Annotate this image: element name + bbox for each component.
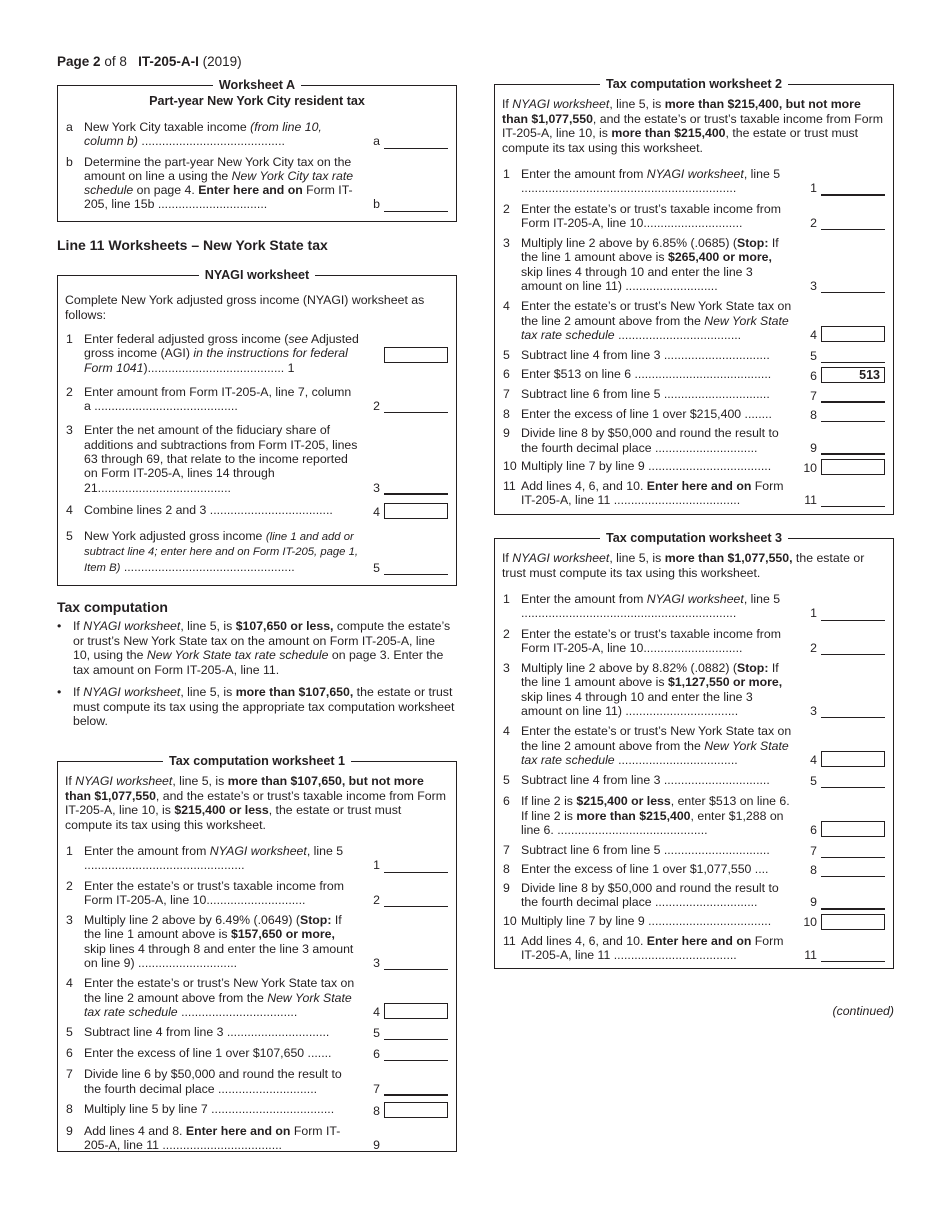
- entry-field[interactable]: [384, 347, 448, 363]
- line-number: 7: [503, 843, 510, 858]
- line-ref: 3: [373, 956, 380, 971]
- line-number: 1: [66, 332, 73, 346]
- tcw3-line-3: [495, 661, 893, 718]
- tcw3-line-10: [495, 914, 893, 930]
- line-ref: a: [373, 134, 380, 149]
- line-ref: 4: [810, 752, 817, 767]
- line-ref: 3: [810, 704, 817, 719]
- line-text: Enter the excess of line 1 over $1,077,550 ....: [521, 862, 769, 877]
- tax-computation-bullet-2: • If NYAGI worksheet, line 5, is more than $107,650, the estate or trust must compute its tax using the appropriate tax computation worksheet below.: [57, 685, 455, 728]
- line-text: Enter the estate’s or trust’s taxable income from Form IT-205-A, line 10.............................: [521, 201, 781, 230]
- page-header: [57, 54, 242, 69]
- line-text: Combine lines 2 and 3 ....................................: [84, 502, 333, 517]
- line-text: Multiply line 2 above by 8.82% (.0882) (Stop: If the line 1 amount above is $1,127,550 or more, skip lines 4 through 10 and enter the line 3 amount on line 11) .................................: [521, 661, 783, 719]
- line-ref: 4: [373, 504, 380, 519]
- line-number: 8: [503, 862, 510, 877]
- entry-field[interactable]: [384, 955, 448, 970]
- tcw2-line-8: [495, 407, 893, 422]
- line-text: Enter the amount from NYAGI worksheet, line 5 ...............................................................: [521, 167, 781, 196]
- line-ref: 1: [373, 858, 380, 873]
- tcw3-line-8: [495, 862, 893, 877]
- line-number: 3: [66, 423, 73, 438]
- line-ref: 3: [810, 279, 817, 294]
- line-number: 8: [66, 1101, 73, 1116]
- line-number: 3: [66, 913, 73, 928]
- nyagi-worksheet: [57, 268, 457, 586]
- line-text: Add lines 4, 6, and 10. Enter here and on Form IT-205-A, line 11 .....................................: [521, 478, 784, 508]
- line-ref: 2: [810, 640, 817, 655]
- entry-field[interactable]: [384, 560, 448, 575]
- worksheet-a-line-b: [58, 155, 456, 212]
- line-text: Enter the amount from NYAGI worksheet, line 5 ...............................................: [84, 844, 344, 873]
- entry-field[interactable]: [821, 640, 885, 655]
- tax-computation-bullet-1: • If NYAGI worksheet, line 5, is $107,650 or less, compute the estate’s or trust’s New York State tax on the amount on Form IT-205-A, line 10, using the New York State tax rate schedule on page 3. Enter the tax amount on Form IT-205-A, line 11.: [57, 619, 451, 677]
- line-text: Enter the estate’s or trust’s New York State tax on the line 2 amount above from the New York State tax rate schedule ....................................: [521, 299, 792, 342]
- line-number: 5: [503, 773, 510, 788]
- line-ref: 1: [810, 181, 817, 196]
- line-ref: 7: [810, 388, 817, 403]
- line-text: Enter the net amount of the fiduciary share of additions and subtractions from Form IT-205, lines 63 through 69, that relate to the income reported on Form IT-205-A, lines 14 through 21.......................................: [84, 423, 358, 495]
- line-number: 7: [66, 1067, 73, 1082]
- entry-field[interactable]: [821, 606, 885, 621]
- tcw3-line-11: [495, 934, 893, 963]
- tcw1-line-9: [58, 1124, 456, 1153]
- entry-field[interactable]: [384, 1046, 448, 1061]
- tcw2-line-2: [495, 202, 893, 231]
- entry-field[interactable]: [384, 1080, 448, 1096]
- tcw1-line-1: [58, 844, 456, 873]
- line-ref: 11: [804, 493, 817, 508]
- tax-computation-worksheet-2: [494, 77, 894, 515]
- line-ref: 2: [373, 892, 380, 907]
- line-text: Enter the excess of line 1 over $107,650 .......: [84, 1046, 332, 1061]
- line-number: 10: [503, 913, 517, 928]
- entry-field[interactable]: [821, 387, 885, 403]
- line-text: Enter federal adjusted gross income (see Adjusted gross income (AGI) in the instructions for federal Form 1041)........................................ 1: [84, 332, 359, 375]
- line-number: 5: [66, 528, 73, 543]
- line-text: New York City taxable income (from line 10, column b) ..........................................: [84, 120, 322, 149]
- line-text: Enter the estate’s or trust’s taxable income from Form IT-205-A, line 10.............................: [84, 878, 344, 907]
- line-ref: 7: [373, 1081, 380, 1096]
- line-text: If line 2 is $215,400 or less, enter $513 on line 6. If line 2 is more than $215,400, enter $1,288 on line 6. ............................................: [521, 794, 790, 837]
- entry-field[interactable]: [384, 197, 448, 212]
- line-number: 5: [66, 1025, 73, 1040]
- line-number: 3: [503, 661, 510, 676]
- section-heading: Line 11 Worksheets – New York State tax: [57, 237, 328, 253]
- line-number: 8: [503, 407, 510, 422]
- line-number: 2: [503, 201, 510, 216]
- line-ref: 2: [810, 215, 817, 230]
- line-text: Enter amount from Form IT-205-A, line 7, column a ..........................................: [84, 384, 352, 414]
- line-text: Multiply line 7 by line 9 ....................................: [521, 458, 772, 473]
- entry-field[interactable]: [384, 1003, 448, 1019]
- continued-note: (continued): [832, 1004, 894, 1018]
- entry-field[interactable]: [384, 1137, 448, 1152]
- entry-field[interactable]: [821, 843, 885, 858]
- line-ref: 7: [810, 843, 817, 858]
- entry-field[interactable]: [821, 947, 885, 962]
- entry-field[interactable]: [821, 703, 885, 718]
- line-number: 11: [503, 478, 516, 493]
- tcw1-line-3: [58, 913, 456, 970]
- line-ref: 3: [373, 480, 380, 495]
- line-number: 6: [503, 367, 510, 382]
- entry-field[interactable]: [821, 773, 885, 788]
- entry-field[interactable]: [384, 858, 448, 873]
- line-ref: 6: [810, 822, 817, 837]
- tcw3-intro: If NYAGI worksheet, line 5, is more than $1,077,550, the estate or trust must compute its tax using this worksheet.: [502, 551, 865, 580]
- worksheet-a-subtitle: Part-year New York City resident tax: [149, 94, 365, 108]
- entry-field[interactable]: [821, 439, 885, 455]
- entry-field[interactable]: [384, 134, 448, 149]
- entry-field[interactable]: [821, 492, 885, 507]
- line-number: 11: [503, 933, 516, 948]
- line-text: Divide line 6 by $50,000 and round the result to the fourth decimal place .............................: [84, 1067, 342, 1096]
- line-ref: 6: [373, 1046, 380, 1061]
- entry-field[interactable]: [821, 751, 885, 767]
- tcw2-title: Tax computation worksheet 2: [600, 77, 788, 91]
- page-label: Page: [57, 54, 90, 69]
- nyagi-title: NYAGI worksheet: [199, 268, 316, 282]
- tcw3-line-4: [495, 724, 893, 767]
- line-text: Multiply line 7 by line 9 ....................................: [521, 913, 772, 928]
- line-number: 4: [66, 976, 73, 991]
- line-ref: 10: [803, 915, 817, 930]
- line-text: Subtract line 4 from line 3 ...............................: [521, 773, 770, 788]
- tcw2-intro: If NYAGI worksheet, line 5, is more than $215,400, but not more than $1,077,550, and the estate’s or trust’s taxable income from Form IT-205-A, line 10, is more than $215,400, the estate or trust must compute its tax using this worksheet.: [502, 97, 883, 155]
- line-6-value[interactable]: 513: [821, 367, 885, 383]
- line-number: 6: [503, 794, 510, 809]
- line-ref: 2: [373, 399, 380, 414]
- nyagi-line-4: [58, 503, 456, 519]
- line-text: Enter the estate’s or trust’s New York State tax on the line 2 amount above from the New York State tax rate schedule ...................................: [521, 724, 792, 767]
- entry-field[interactable]: [384, 892, 448, 907]
- entry-field[interactable]: [384, 479, 448, 495]
- line-number: 6: [66, 1046, 73, 1061]
- tax-computation-worksheet-1: [57, 754, 457, 1153]
- line-text: Enter the amount from NYAGI worksheet, line 5 ...............................................................: [521, 592, 781, 621]
- tcw1-line-7: [58, 1067, 456, 1096]
- nyagi-intro: Complete New York adjusted gross income (NYAGI) worksheet as follows:: [65, 293, 425, 322]
- line-ref: 9: [810, 440, 817, 455]
- line-ref: 9: [810, 895, 817, 910]
- entry-field[interactable]: [821, 326, 885, 342]
- line-ref: 5: [373, 560, 380, 575]
- entry-field[interactable]: [384, 503, 448, 519]
- entry-field[interactable]: [821, 348, 885, 363]
- tax-computation-heading: Tax computation: [57, 599, 168, 615]
- line11-heading: [57, 237, 328, 253]
- tcw2-line-7: [495, 387, 893, 403]
- line-ref: 1: [810, 606, 817, 621]
- line-number: 9: [503, 881, 510, 896]
- line-text: New York adjusted gross income (line 1 and add or subtract line 4; enter here and on Form IT-205, page 1, Item B) ..................................................: [84, 528, 359, 574]
- line-ref: 9: [373, 1138, 380, 1153]
- tax-computation-section: [57, 599, 455, 735]
- tcw3-line-6: [495, 794, 893, 837]
- worksheet-a: [57, 78, 457, 222]
- line-text: Enter the excess of line 1 over $215,400 ........: [521, 407, 772, 422]
- line-number: 1: [503, 167, 510, 181]
- line-ref: 4: [373, 1004, 380, 1019]
- line-text: Multiply line 2 above by 6.85% (.0685) (Stop: If the line 1 amount above is $265,400 or more, skip lines 4 through 10 and enter the line 3 amount on line 11) ...........................: [521, 236, 779, 294]
- tcw1-title: Tax computation worksheet 1: [163, 754, 351, 768]
- line-number: 4: [66, 502, 73, 517]
- line-text: Enter the estate’s or trust’s taxable income from Form IT-205-A, line 10.............................: [521, 626, 781, 655]
- line-text: Add lines 4 and 8. Enter here and on Form IT-205-A, line 11 ...................................: [84, 1123, 341, 1153]
- tcw3-line-1: [495, 592, 893, 621]
- form-number: IT-205-A-I: [138, 54, 199, 69]
- tcw2-line-1: [495, 167, 893, 196]
- entry-field[interactable]: [821, 278, 885, 293]
- tcw2-line-3: [495, 236, 893, 293]
- entry-field[interactable]: [821, 862, 885, 877]
- line-letter: a: [66, 120, 73, 134]
- tcw1-line-6: [58, 1046, 456, 1061]
- worksheet-a-title: Worksheet A: [213, 78, 301, 92]
- line-text: Subtract line 4 from line 3 ..............................: [84, 1025, 330, 1040]
- line-text: Subtract line 6 from line 5 ...............................: [521, 843, 770, 858]
- line-number: 9: [503, 426, 510, 441]
- line-text: Subtract line 4 from line 3 ...............................: [521, 348, 770, 363]
- nyagi-line-1: [58, 332, 456, 375]
- line-number: 4: [503, 724, 510, 739]
- line-letter: b: [66, 154, 73, 169]
- line-text: Determine the part-year New York City tax on the amount on line a using the New York City tax rate schedule on page 4. Enter here and on Form IT-205, line 15b ................................: [84, 154, 354, 212]
- entry-field[interactable]: [821, 459, 885, 475]
- line-ref: 8: [810, 862, 817, 877]
- tcw3-line-5: [495, 773, 893, 788]
- tcw1-line-2: [58, 879, 456, 908]
- entry-field[interactable]: [384, 1102, 448, 1118]
- entry-field[interactable]: [821, 215, 885, 230]
- line-ref: 8: [373, 1103, 380, 1118]
- line-number: 2: [66, 878, 73, 893]
- line-ref: 5: [810, 773, 817, 788]
- tcw3-line-7: [495, 843, 893, 858]
- line-ref: 5: [810, 348, 817, 363]
- line-text: Multiply line 5 by line 7 ....................................: [84, 1101, 335, 1116]
- nyagi-line-2: [58, 385, 456, 414]
- tcw1-line-4: [58, 976, 456, 1019]
- tcw2-line-6: [495, 367, 893, 383]
- tcw3-title: Tax computation worksheet 3: [600, 531, 788, 545]
- line-ref: b: [373, 197, 380, 212]
- tcw2-line-4: [495, 299, 893, 342]
- line-number: 3: [503, 236, 510, 251]
- form-year: (2019): [202, 54, 242, 69]
- worksheet-a-line-a: [58, 120, 456, 149]
- entry-field[interactable]: [821, 894, 885, 910]
- line-number: 4: [503, 299, 510, 314]
- entry-field[interactable]: [821, 407, 885, 422]
- line-text: Multiply line 2 above by 6.49% (.0649) (Stop: If the line 1 amount above is $157,650 or more, skip lines 4 through 8 and enter the line 3 amount on line 9) .............................: [84, 913, 354, 971]
- line-text: Enter the estate’s or trust’s New York State tax on the line 2 amount above from the New York State tax rate schedule ..................................: [84, 976, 355, 1019]
- entry-field[interactable]: [821, 180, 885, 196]
- tcw2-line-9: [495, 426, 893, 455]
- line-number: 10: [503, 458, 517, 473]
- tcw3-line-9: [495, 881, 893, 910]
- entry-field[interactable]: [384, 1025, 448, 1040]
- line-ref: 10: [803, 460, 817, 475]
- line-number: 9: [66, 1123, 73, 1138]
- line-text: Divide line 8 by $50,000 and round the result to the fourth decimal place ..............................: [521, 881, 779, 910]
- line-number: 5: [503, 348, 510, 363]
- line-text: Enter $513 on line 6 ........................................: [521, 367, 772, 382]
- tax-computation-worksheet-3: [494, 531, 894, 969]
- tcw1-line-5: [58, 1025, 456, 1040]
- tcw1-line-8: [58, 1102, 456, 1118]
- tcw1-intro: If NYAGI worksheet, line 5, is more than $107,650, but not more than $1,077,550, and the estate’s or trust’s taxable income from Form IT-205-A, line 10, is $215,400 or less, the estate or trust must compute its tax using this worksheet.: [65, 774, 446, 832]
- line-number: 2: [66, 384, 73, 399]
- line-number: 1: [66, 844, 73, 858]
- tcw2-line-5: [495, 348, 893, 363]
- entry-field[interactable]: [384, 398, 448, 413]
- page-number: 2: [93, 54, 101, 69]
- page-of-label: of 8: [104, 54, 127, 69]
- line-ref: 5: [373, 1025, 380, 1040]
- entry-field[interactable]: [821, 914, 885, 930]
- line-ref: 8: [810, 407, 817, 422]
- line-text: Subtract line 6 from line 5 ...............................: [521, 387, 770, 402]
- tcw2-line-11: [495, 479, 893, 508]
- line-number: 7: [503, 387, 510, 402]
- line-number: 1: [503, 592, 510, 606]
- entry-field[interactable]: [821, 821, 885, 837]
- line-text: Add lines 4, 6, and 10. Enter here and on Form IT-205-A, line 11 ....................................: [521, 933, 784, 963]
- nyagi-line-3: [58, 423, 456, 494]
- line-text: Divide line 8 by $50,000 and round the result to the fourth decimal place ..............................: [521, 426, 779, 455]
- tcw3-line-2: [495, 627, 893, 656]
- nyagi-line-5: [58, 529, 456, 575]
- line-ref: 11: [804, 948, 817, 963]
- line-ref: 4: [810, 327, 817, 342]
- line-ref: 6: [810, 368, 817, 383]
- tcw2-line-10: [495, 459, 893, 475]
- line-number: 2: [503, 626, 510, 641]
